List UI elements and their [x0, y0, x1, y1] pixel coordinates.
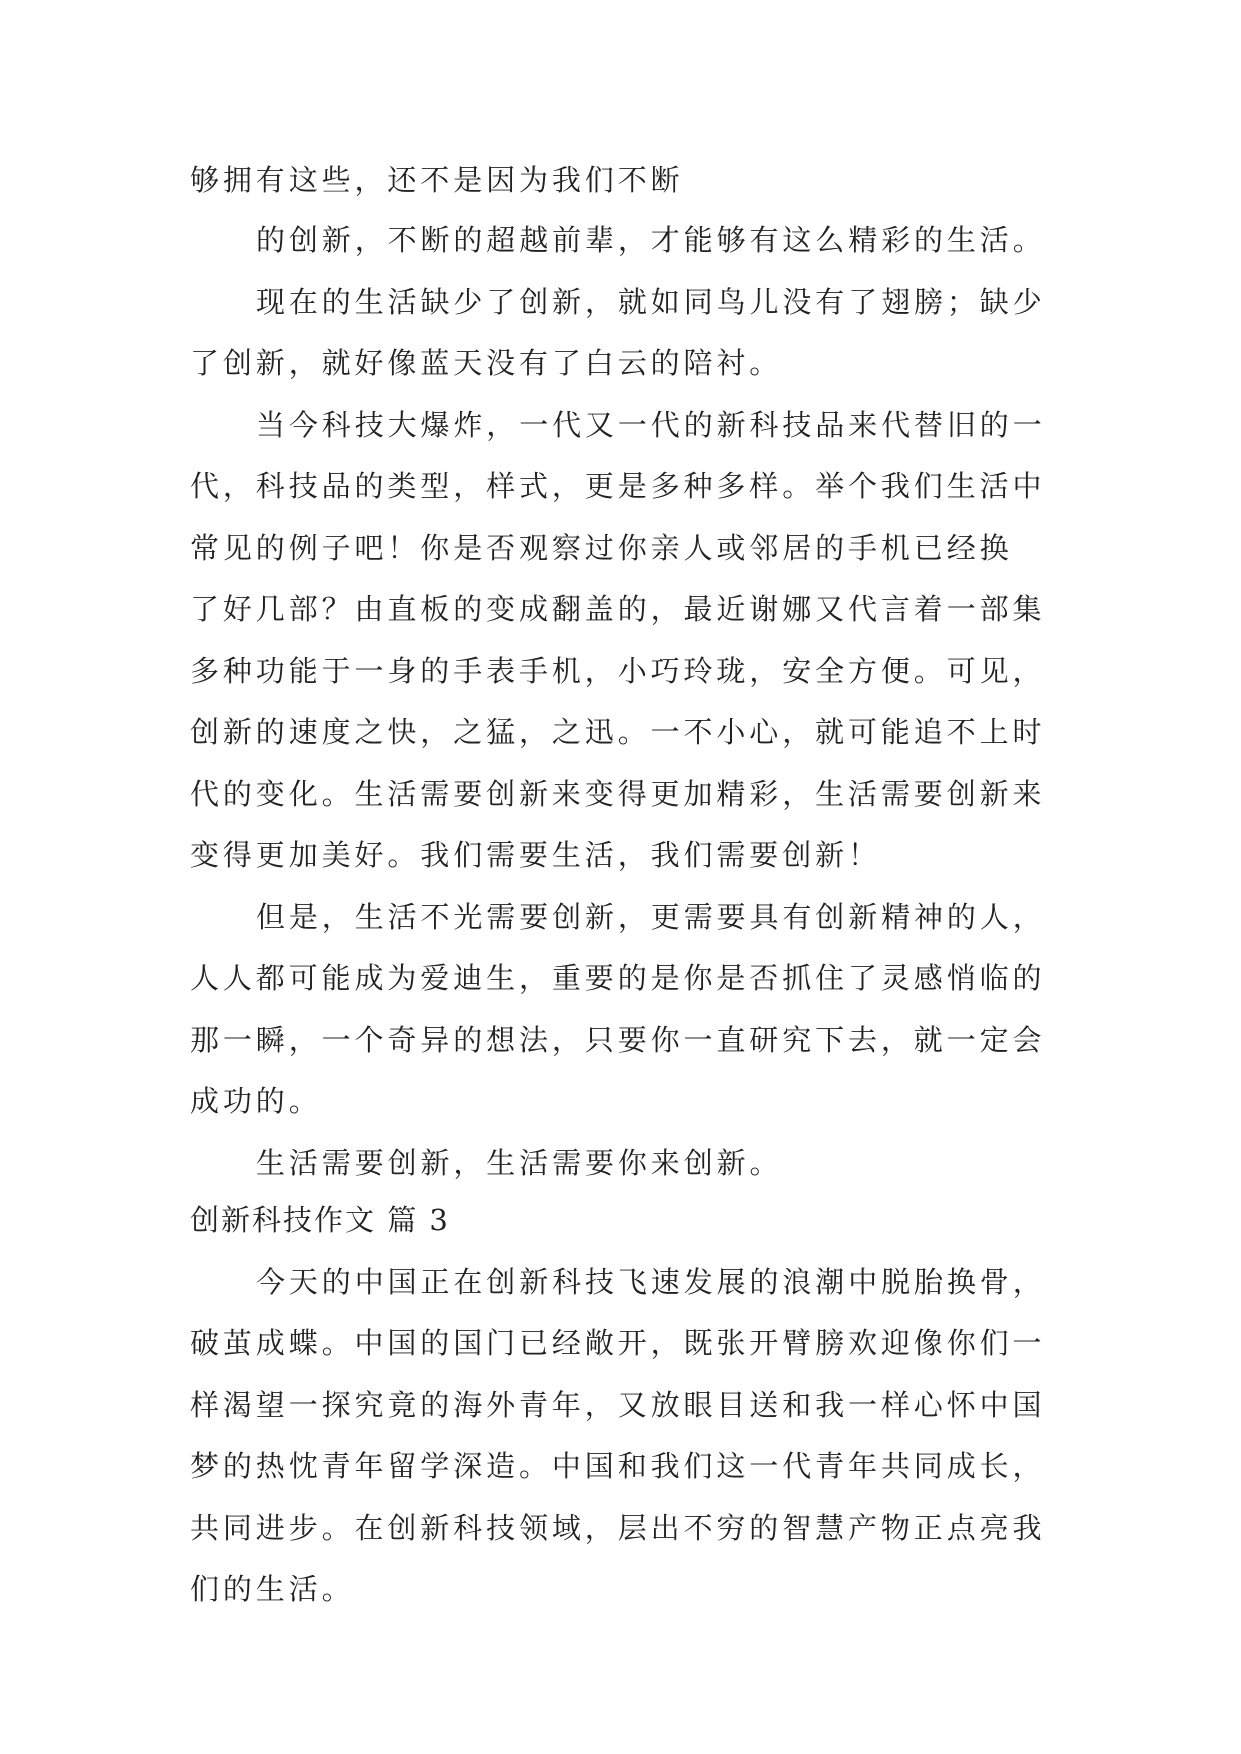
text-line: 创新的速度之快，之猛，之迅。一不小心，就可能追不上时: [190, 715, 1046, 749]
paragraph-first-line: 今天的中国正在创新科技飞速发展的浪潮中脱胎换骨，: [256, 1265, 1046, 1299]
paragraph-first-line: 生活需要创新，生活需要你来创新。: [256, 1146, 783, 1180]
text-line: 样渴望一探究竟的海外青年，又放眼目送和我一样心怀中国: [190, 1388, 1046, 1422]
text-line: 代，科技品的类型，样式，更是多种多样。举个我们生活中: [190, 469, 1046, 503]
text-line: 多种功能于一身的手表手机，小巧玲珑，安全方便。可见，: [190, 654, 1046, 688]
paragraph-first-line: 当今科技大爆炸，一代又一代的新科技品来代替旧的一: [256, 408, 1046, 442]
text-line: 人人都可能成为爱迪生，重要的是你是否抓住了灵感悄临的: [190, 961, 1046, 995]
text-line: 的创新，不断的超越前辈，才能够有这么精彩的生活。: [256, 223, 1046, 257]
text-line: 成功的。: [190, 1084, 322, 1118]
text-line: 那一瞬，一个奇异的想法，只要你一直研究下去，就一定会: [190, 1023, 1046, 1057]
text-line: 破茧成蝶。中国的国门已经敞开，既张开臂膀欢迎像你们一: [190, 1326, 1046, 1360]
text-line: 梦的热忱青年留学深造。中国和我们这一代青年共同成长，: [190, 1449, 1046, 1483]
section-heading: 创新科技作文 篇 3: [190, 1203, 450, 1237]
text-line: 够拥有这些，还不是因为我们不断: [190, 163, 684, 197]
paragraph-first-line: 现在的生活缺少了创新，就如同鸟儿没有了翅膀；缺少: [256, 285, 1046, 319]
text-line: 代的变化。生活需要创新来变得更加精彩，生活需要创新来: [190, 777, 1046, 811]
text-line: 共同进步。在创新科技领域，层出不穷的智慧产物正点亮我: [190, 1511, 1046, 1545]
text-line: 了创新，就好像蓝天没有了白云的陪衬。: [190, 346, 783, 380]
text-line: 了好几部？由直板的变成翻盖的，最近谢娜又代言着一部集: [190, 592, 1046, 626]
text-line: 常见的例子吧！你是否观察过你亲人或邻居的手机已经换: [190, 531, 1013, 565]
paragraph-first-line: 但是，生活不光需要创新，更需要具有创新精神的人，: [256, 900, 1046, 934]
text-line: 们的生活。: [190, 1572, 355, 1606]
text-line: 变得更加美好。我们需要生活，我们需要创新！: [190, 838, 881, 872]
